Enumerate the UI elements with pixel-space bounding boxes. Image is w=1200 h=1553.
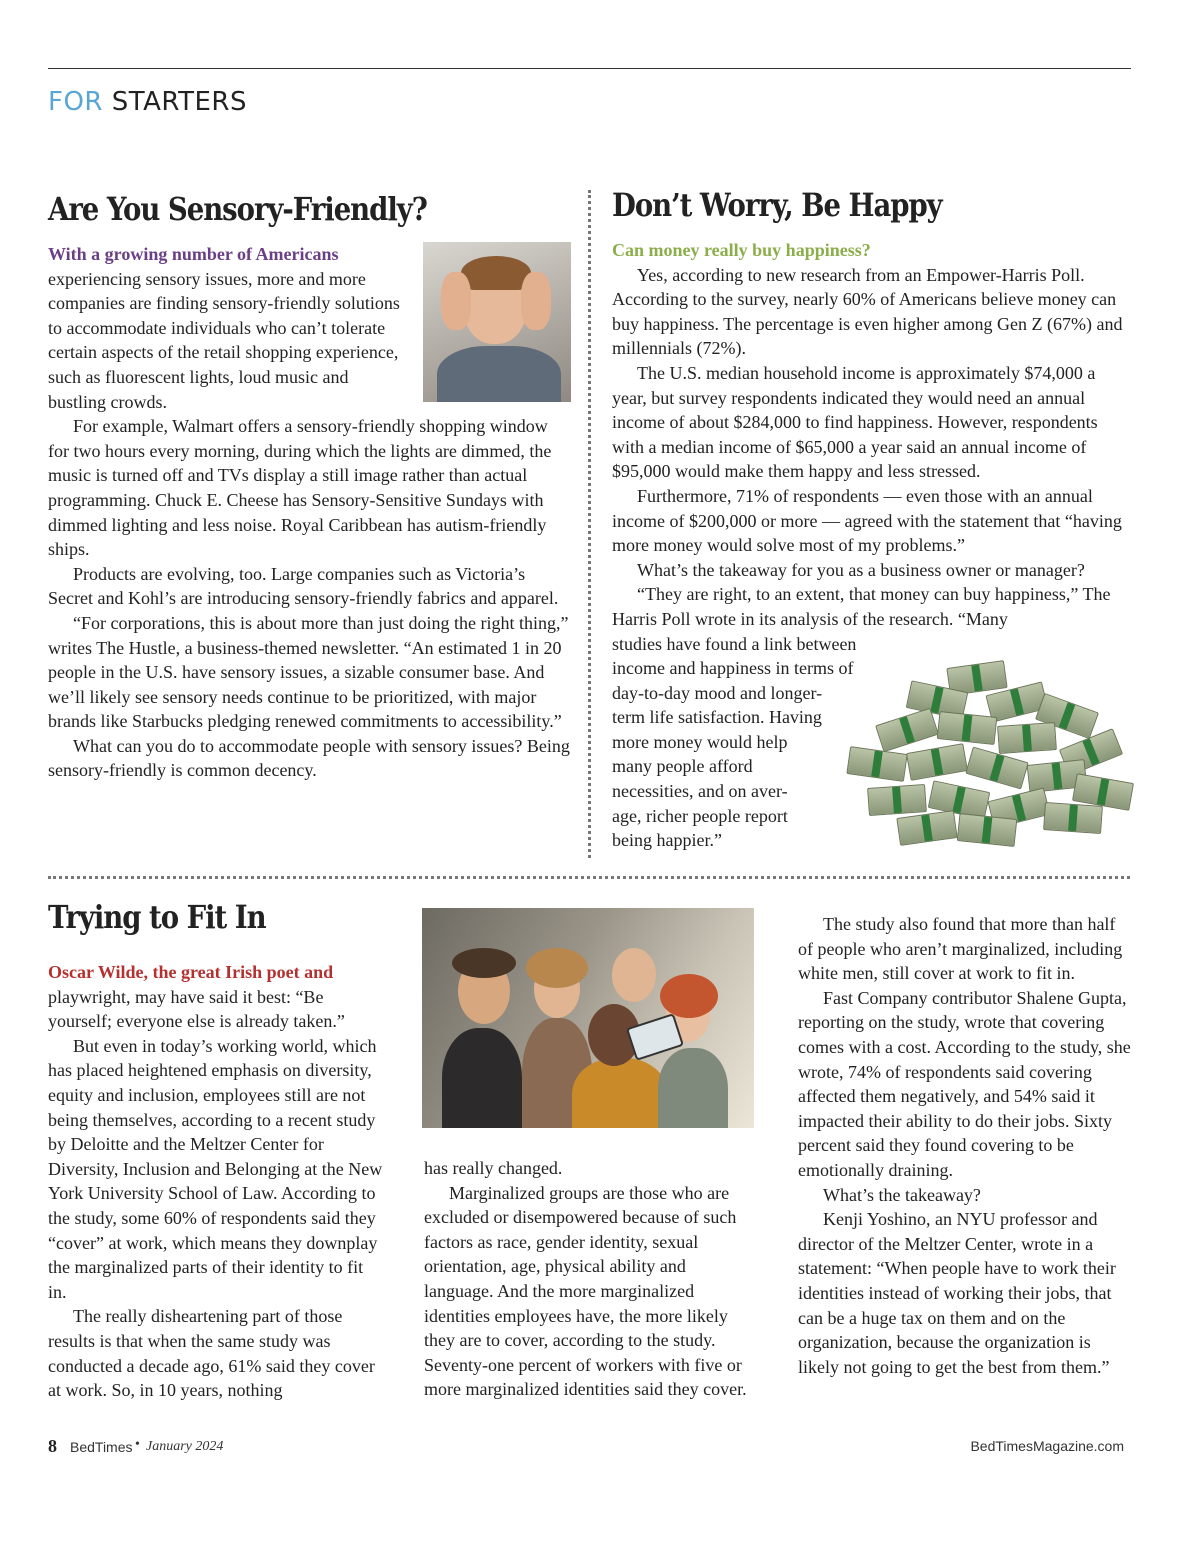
article3-kicker: Oscar Wilde, the great Irish poet and (48, 962, 334, 982)
article3-col3 (798, 912, 1132, 1379)
article3-col1 (48, 960, 383, 1403)
article3-lead-text: playwright, may have said it best: “Be yourself; everyone else is already taken.” (48, 986, 345, 1032)
article3-paragraph: But even in today’s working world, which has placed heightened emphasis on diversity, equity and inclusion, employees still are not being themselves, according to a recent study by Deloitte and the Meltzer Center for Diversity, Inclusion and Belonging at the New York University School of Law. According to the study, some 60% of respondents said they “cover” at work, which means they downplay the marginalized parts of their identity to fit in. (48, 1035, 383, 1302)
section-label (48, 87, 247, 117)
vertical-dotted-divider (588, 190, 591, 858)
article2-tail-line: many people afford (612, 756, 753, 777)
footer-date: January 2024 (146, 1439, 224, 1454)
article3-paragraph: The study also found that more than half of people who aren’t marginalized, including white men, still cover at work to fit in. (798, 914, 1123, 984)
article3-title: Trying to Fit In (48, 898, 266, 936)
article2-paragraph: The U.S. median household income is approximately $74,000 a year, but survey respondents indicated they would need an annual income of about $284,000 to find happiness. However, respondents with a median income of $65,000 a year said an annual income of $95,000 would make them happy and less stressed. (612, 362, 1098, 482)
boy-photo (423, 242, 571, 402)
article2-tail-line: day-to-day mood and longer- (612, 682, 823, 703)
article3-lead (48, 960, 383, 1034)
top-rule (48, 68, 1131, 69)
article1-title: Are You Sensory-Friendly? (48, 190, 427, 228)
boy-covering-ears-image (423, 242, 571, 402)
article2-paragraph: What’s the takeaway for you as a business owner or manager? (637, 559, 1085, 580)
horizontal-dotted-divider (48, 876, 1130, 879)
article2-tail-line: being happier.” (612, 830, 722, 851)
article2-kicker: Can money really buy happiness? (612, 240, 871, 260)
article2-tail-line: income and happiness in terms of (612, 658, 854, 679)
article2-tail-line: studies have found a link between (612, 633, 857, 654)
article1-paragraph: What can you do to accommodate people with sensory issues? Being sensory-friendly is common decency. (48, 735, 570, 781)
article1-lead-text: experiencing sensory issues, more and more companies are finding sensory-friendly solutions to accommodate individuals who can’t tolerate certain aspects of the retail shopping experience, such as fluorescent lights, loud music and bustling crowds. (48, 268, 400, 412)
article1-paragraph: For example, Walmart offers a sensory-friendly shopping window for two hours every morning, during which the lights are dimmed, the music is turned off and TVs display a still image rather than actual programming. Chuck E. Cheese has Sensory-Sensitive Sundays with dimmed lighting and less noise. Royal Caribbean has autism-friendly ships. (48, 416, 552, 560)
article1-kicker: With a growing number of Americans (48, 244, 339, 264)
article2-tail-line: necessities, and on aver- (612, 781, 788, 802)
article3-col2 (424, 1156, 758, 1402)
article2-title: Don’t Worry, Be Happy (612, 186, 942, 224)
footer-site-link[interactable]: BedTimesMagazine.com (970, 1438, 1124, 1454)
article1-paragraph: “For corporations, this is about more than just doing the right thing,” writes The Hustle, a business-themed newsletter. “An estimated 1 in 20 people in the U.S. have sensory issues, a sizable consumer base. And we’ll likely see sensory needs continue to be prioritized, with major brands like Starbucks pledging renewed commitments to accessibility.” (48, 612, 569, 732)
footer-separator: • (135, 1437, 140, 1452)
article3-continued: has really changed. (424, 1158, 563, 1178)
article3-paragraph: Kenji Yoshino, an NYU professor and director of the Meltzer Center, wrote in a statement: “When people have to work their identities instead of working their jobs, that can be a huge tax on them and on the organization, because the organization is likely not going to get the best from them.” (798, 1209, 1116, 1377)
article3-paragraph: Marginalized groups are those who are excluded or disempowered because of such factors as race, gender identity, sexual orientation, age, physical ability and language. And the more marginalized identities employees have, the more likely they are to cover, according to the study. Seventy-one percent of workers with five or more marginalized identities said they cover. (424, 1182, 747, 1400)
article2-tail-line: age, richer people report (612, 805, 788, 826)
coworkers-selfie-image (422, 908, 754, 1128)
article3-paragraph: Fast Company contributor Shalene Gupta, reporting on the study, wrote that covering comes with a cost. According to the study, she wrote, 74% of respondents said covering affected them negatively, and 54% said it impacted their ability to do their jobs. Sixty percent said they found covering to be emotionally draining. (798, 987, 1131, 1180)
money-pile-image (838, 658, 1134, 844)
section-label-for: FOR (48, 87, 103, 117)
article3-paragraph: The really disheartening part of those results is that when the same study was conducted a decade ago, 61% said they cover at work. So, in 10 years, nothing (48, 1306, 375, 1401)
article2-tail-line: term life satisfaction. Having (612, 707, 822, 728)
article2-kicker-line (612, 238, 1132, 263)
article1-body (48, 242, 571, 783)
article2-paragraph: Furthermore, 71% of respondents — even those with an annual income of $200,000 or more — agreed with the statement that “having more money would solve most of my problems.” (612, 485, 1122, 556)
article2-tail-line: more money would help (612, 731, 788, 752)
article3-paragraph: What’s the takeaway? (823, 1184, 981, 1205)
article2-paragraph: Yes, according to new research from an Empower-Harris Poll. According to the survey, nearly 60% of Americans believe money can buy happiness. The percentage is even higher among Gen Z (67%) and millennials (72%). (612, 264, 1123, 359)
article2-paragraph: “They are right, to an extent, that money can buy happiness,” The Harris Poll wrote in its analysis of the research. “Many (612, 584, 1111, 629)
page-number: 8 (48, 1436, 57, 1456)
article1-paragraph: Products are evolving, too. Large companies such as Victoria’s Secret and Kohl’s are introducing sensory-friendly fabrics and apparel. (48, 563, 559, 609)
footer-brand: BedTimes (70, 1439, 133, 1455)
section-label-starters: STARTERS (111, 87, 247, 117)
